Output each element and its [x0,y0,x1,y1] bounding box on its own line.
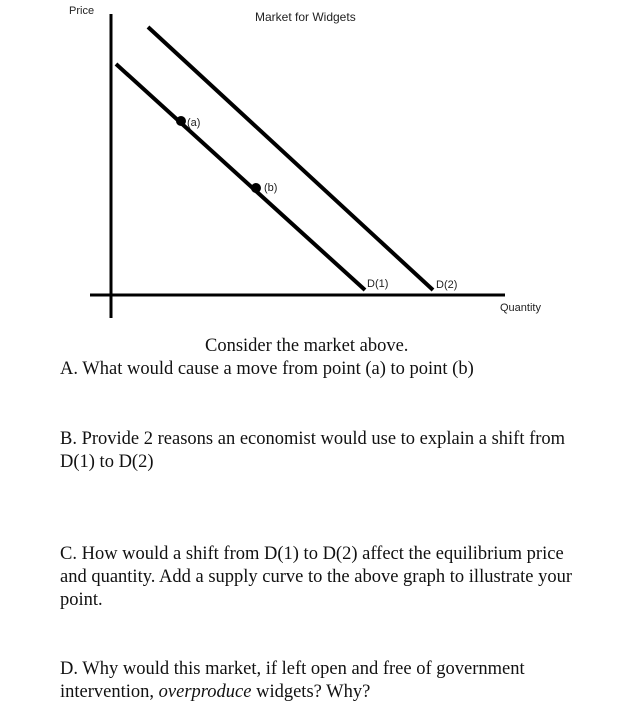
demand-curve-d2 [148,27,433,290]
question-b: B. Provide 2 reasons an economist would use to explain a shift from D(1) to D(2) [60,429,566,472]
question-a: A. What would cause a move from point (a) to point (b) [60,359,474,379]
question-d-text-end: widgets? Why? [251,682,371,702]
curve-d2-label: D(2) [436,279,458,291]
curve-d1-label: D(1) [367,278,389,290]
point-a-marker [176,116,186,126]
x-axis-label: Quantity [500,302,541,314]
demand-curve-d1 [116,64,365,290]
question-c: C. How would a shift from D(1) to D(2) affect the equilibrium price and quantity. Add a supply curve to the above graph to illustrate your point. [60,544,573,610]
point-b-marker [251,183,261,193]
question-d-text-start: D. Why would this market, if left open and free of government intervention, [60,659,525,702]
y-axis-label: Price [69,5,95,17]
question-d-emphasis: overproduce [158,682,252,702]
question-d [60,658,580,704]
diagram-title: Market for Widgets [255,10,356,24]
demand-shift-diagram [0,0,625,330]
point-a-label: (a) [187,117,201,129]
point-b-label: (b) [264,182,278,194]
intro-text: Consider the market above. [205,336,409,356]
